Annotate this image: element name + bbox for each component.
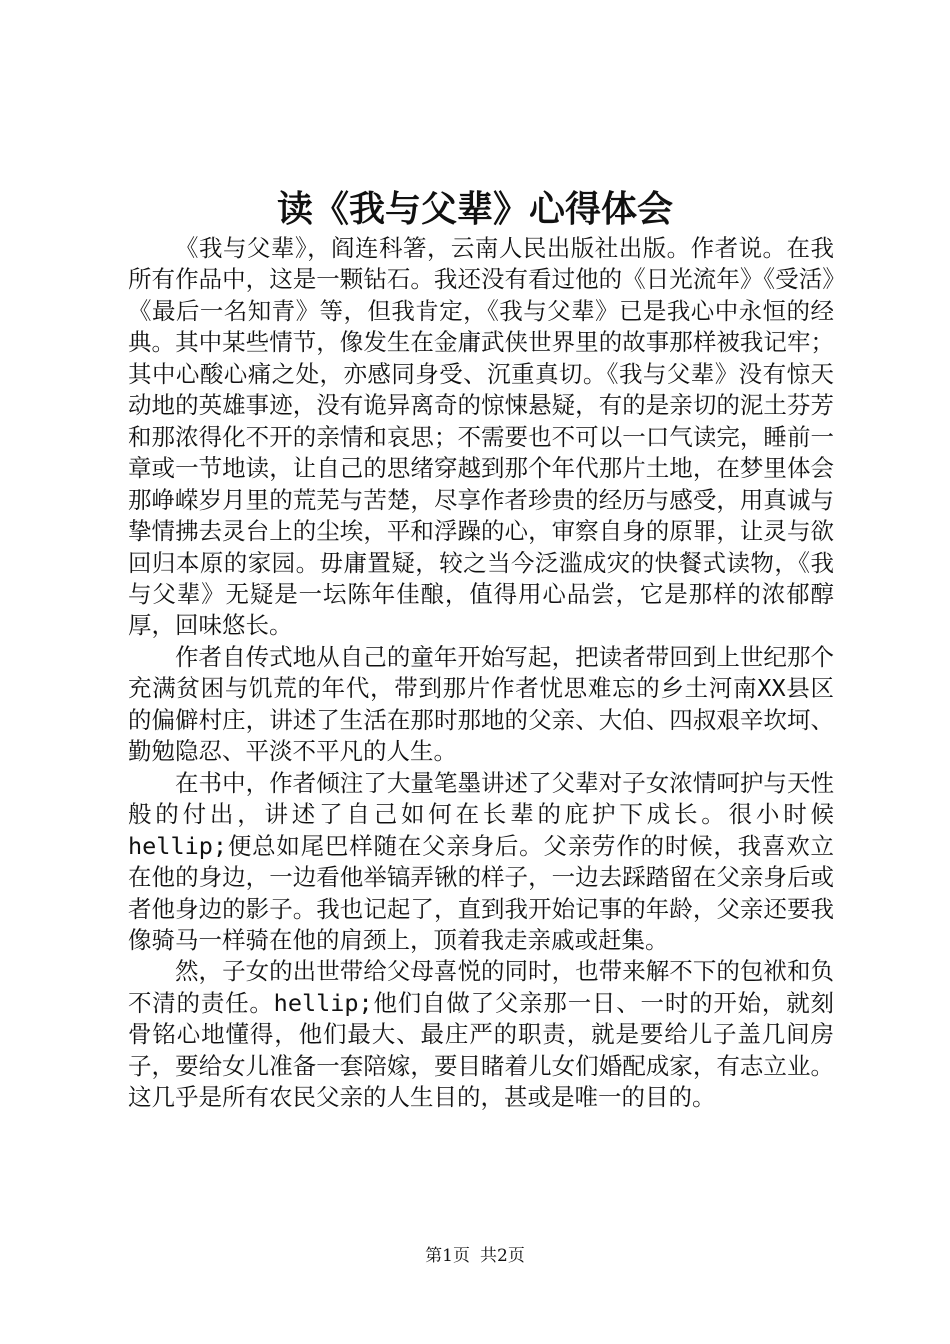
paragraph-4: 然，子女的出世带给父母喜悦的同时，也带来解不下的包袱和负不清的责任。hellip;他们自做了父亲那一日、一时的开始，就刻骨铭心地懂得，他们最大、最庄严的职责，就是要给儿子盖几间房子，要给女儿准备一套陪嫁，要目睹着儿女们婚配成家，有志立业。这几乎是所有农民父亲的人生目的，甚或是唯一的目的。 <box>128 957 834 1112</box>
paragraph-2: 作者自传式地从自己的童年开始写起，把读者带回到上世纪那个充满贫困与饥荒的年代，带到那片作者忧思难忘的乡土河南XX县区的偏僻村庄，讲述了生活在那时那地的父亲、大伯、四叔艰辛坎坷、勤勉隐忍、平淡不平凡的人生。 <box>128 642 834 766</box>
page-number-total: 共2页 <box>480 1246 525 1266</box>
page-footer <box>0 1244 950 1268</box>
document-title: 读《我与父辈》心得体会 <box>276 188 673 230</box>
paragraph-3: 在书中，作者倾注了大量笔墨讲述了父辈对子女浓情呵护与天性般的付出，讲述了自己如何在长辈的庇护下成长。很小时候hellip;便总如尾巴样随在父亲身后。父亲劳作的时候，我喜欢立在他的身边，一边看他举镐弄锹的样子，一边去踩踏留在父亲身后或者他身边的影子。我也记起了，直到我开始记事的年龄，父亲还要我像骑马一样骑在他的肩颈上，顶着我走亲戚或赶集。 <box>128 768 834 954</box>
paragraph-1: 《我与父辈》，阎连科箸，云南人民出版社出版。作者说。在我所有作品中，这是一颗钻石。我还没有看过他的《日光流年》《受活》《最后一名知青》等，但我肯定，《我与父辈》已是我心中永恒的经典。其中某些情节，像发生在金庸武侠世界里的故事那样被我记牢；其中心酸心痛之处，亦感同身受、沉重真切。《我与父辈》没有惊天动地的英雄事迹，没有诡异离奇的惊悚悬疑，有的是亲切的泥土芬芳和那浓得化不开的亲情和哀思；不需要也不可以一口气读完，睡前一章或一节地读，让自己的思绪穿越到那个年代那片土地，在梦里体会那峥嵘岁月里的荒芜与苦楚，尽享作者珍贵的经历与感受，用真诚与挚情拂去灵台上的尘埃，平和浮躁的心，审察自身的原罪，让灵与欲回归本原的家园。毋庸置疑，较之当今泛滥成灾的快餐式读物，《我与父辈》无疑是一坛陈年佳酿，值得用心品尝，它是那样的浓郁醇厚，回味悠长。 <box>128 234 834 640</box>
document-body <box>128 233 834 1114</box>
page-number-current: 第1页 <box>425 1246 470 1266</box>
